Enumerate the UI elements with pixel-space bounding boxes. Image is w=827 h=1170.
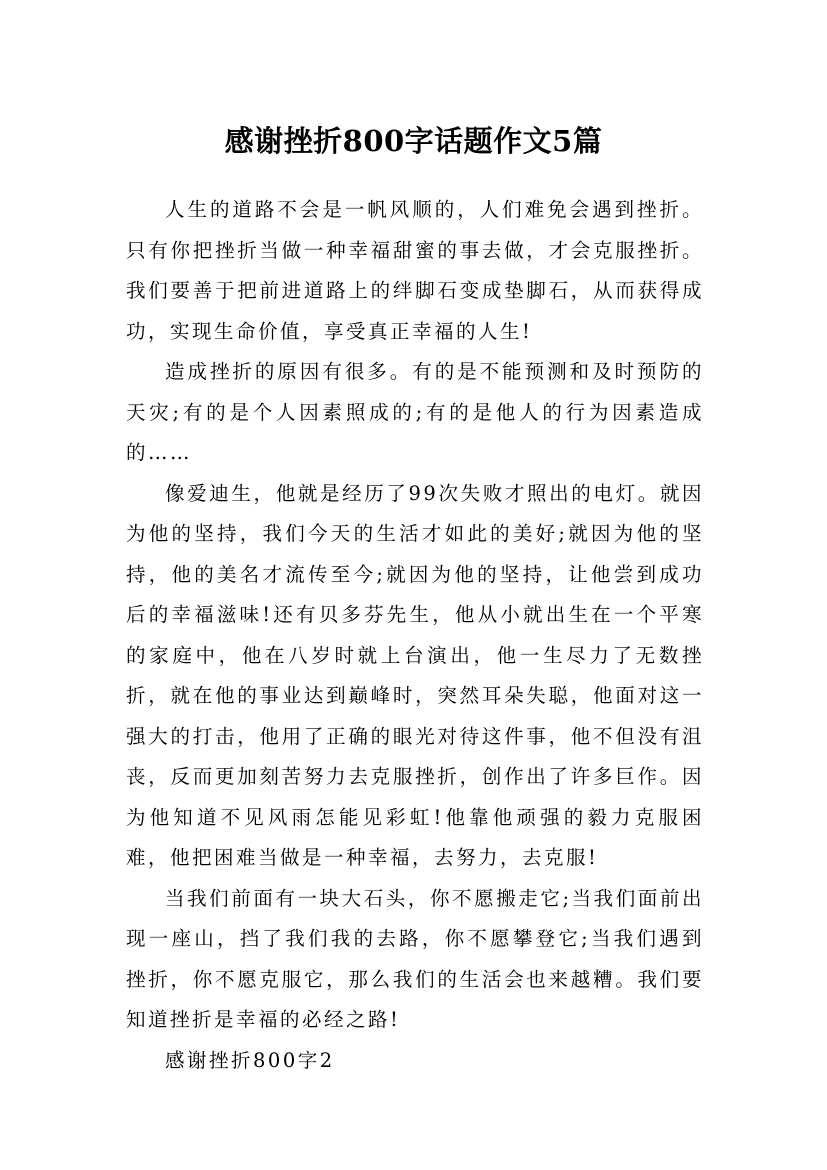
paragraph: 造成挫折的原因有很多。有的是不能预测和及时预防的天灾;有的是个人因素照成的;有的是他人的行为因素造成的…… (126, 360, 704, 464)
document-title: 感谢挫折800字话题作文5篇 (224, 124, 603, 159)
paragraph: 人生的道路不会是一帆风顺的，人们难免会遇到挫折。只有你把挫折当做一种幸福甜蜜的事去做，才会克服挫折。我们要善于把前进道路上的绊脚石变成垫脚石，从而获得成功，实现生命价值，享受真正幸福的人生! (126, 198, 704, 343)
section-heading: 感谢挫折800字2 (165, 1048, 335, 1072)
paragraph: 像爱迪生，他就是经历了99次失败才照出的电灯。就因为他的坚持，我们今天的生活才如此的美好;就因为他的坚持，他的美名才流传至今;就因为他的坚持，让他尝到成功后的幸福滋味!还有贝多芬先生，他从小就出生在一个平寒的家庭中，他在八岁时就上台演出，他一生尽力了无数挫折，就在他的事业达到巅峰时，突然耳朵失聪，他面对这一强大的打击，他用了正确的眼光对待这件事，他不但没有沮丧，反而更加刻苦努力去克服挫折，创作出了许多巨作。因为他知道不见风雨怎能见彩虹!他靠他顽强的毅力克服困难，他把困难当做是一种幸福，去努力，去克服! (126, 481, 704, 869)
document-body (126, 190, 704, 1081)
paragraph: 当我们前面有一块大石头，你不愿搬走它;当我们面前出现一座山，挡了我们我的去路，你不愿攀登它;当我们遇到挫折，你不愿克服它，那么我们的生活会也来越糟。我们要知道挫折是幸福的必经之路! (126, 886, 704, 1031)
